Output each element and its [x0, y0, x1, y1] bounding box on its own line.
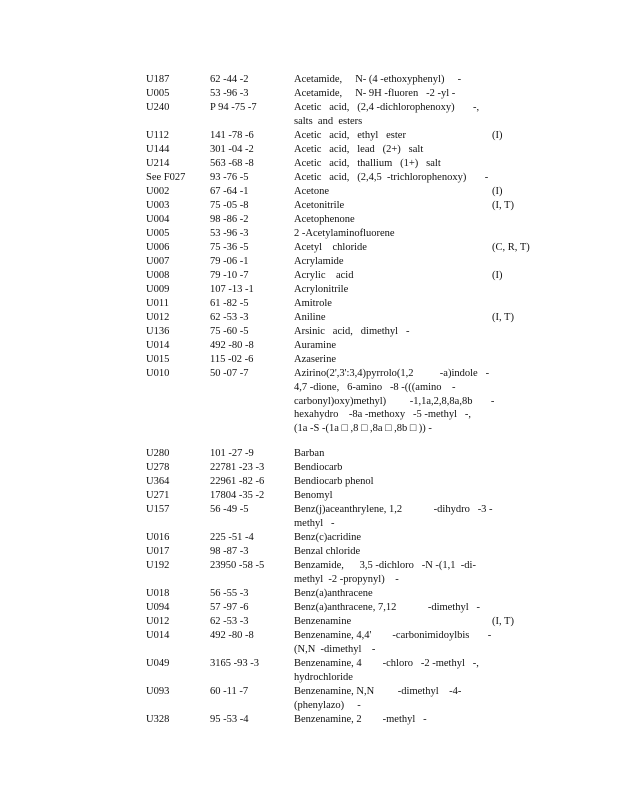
- cas-number: 23950 -58 -5: [210, 560, 265, 571]
- waste-code: U240: [146, 102, 170, 113]
- substance-name-line: Acetophenone: [294, 214, 355, 225]
- substance-name: [294, 73, 461, 87]
- substance-name: [294, 461, 342, 475]
- substance-name: [294, 447, 324, 461]
- table-row: [146, 587, 566, 601]
- substance-name-line: Acrylonitrile: [294, 284, 349, 295]
- waste-code: U278: [146, 462, 170, 473]
- substance-name-line: Azaserine: [294, 354, 336, 365]
- table-row: [146, 447, 566, 461]
- substance-name-line: 4,7 -dione, 6-amino -8 -(((amino -: [294, 381, 456, 393]
- table-row: [146, 461, 566, 475]
- substance-name-line: Benzenamine, 4 -chloro -2 -methyl -,: [294, 658, 479, 669]
- substance-name: [294, 311, 326, 325]
- substance-name-line: Acetic acid, (2,4,5 -trichlorophenoxy) -: [294, 172, 489, 183]
- waste-code: U009: [146, 284, 170, 295]
- substance-name: [294, 269, 353, 283]
- hazard-code: (I): [492, 130, 503, 141]
- hazard-code: (I, T): [492, 312, 514, 323]
- substance-name-line: Benzal chloride: [294, 546, 361, 557]
- substance-name-line: Benz(j)aceanthrylene, 1,2 -dihydro -3 -: [294, 504, 493, 515]
- substance-name-line: hydrochloride: [294, 671, 353, 683]
- substance-name-line: Bendiocarb phenol: [294, 476, 374, 487]
- substance-name: [294, 503, 493, 531]
- table-row: [146, 559, 566, 587]
- substance-name-line: Benz(a)anthracene: [294, 588, 373, 599]
- table-row: [146, 157, 566, 171]
- cas-number: 95 -53 -4: [210, 714, 249, 725]
- waste-code: U214: [146, 158, 170, 169]
- cas-number: 50 -07 -7: [210, 368, 249, 379]
- cas-number: 115 -02 -6: [210, 354, 254, 365]
- hazard-code: (I, T): [492, 200, 514, 211]
- substance-name: [294, 87, 455, 101]
- waste-code: U004: [146, 214, 170, 225]
- cas-number: 141 -78 -6: [210, 130, 254, 141]
- table-row: [146, 73, 566, 87]
- substance-name: [294, 489, 333, 503]
- substance-name-line: Acetamide, N- (4 -ethoxyphenyl) -: [294, 74, 462, 85]
- waste-code: U005: [146, 88, 170, 99]
- substance-name-line: Acrylic acid: [294, 270, 354, 281]
- substance-name-line: Acetic acid, thallium (1+) salt: [294, 158, 441, 169]
- substance-name-line: Barban: [294, 448, 325, 459]
- table-row: [146, 171, 566, 185]
- waste-code: U112: [146, 130, 169, 141]
- hazard-code: (C, R, T): [492, 242, 530, 253]
- substance-name-line: Amitrole: [294, 298, 332, 309]
- hazard-code: (I, T): [492, 616, 514, 627]
- substance-name: [294, 367, 494, 436]
- substance-name-line: Benzenamine, 2 -methyl -: [294, 714, 427, 725]
- waste-code: U014: [146, 340, 170, 351]
- cas-number: 492 -80 -8: [210, 630, 254, 641]
- substance-name-line: Benzenamine, 4,4' -carbonimidoylbis -: [294, 630, 492, 641]
- cas-number: 61 -82 -5: [210, 298, 249, 309]
- substance-name: [294, 531, 361, 545]
- hazard-code: (I): [492, 270, 503, 281]
- substance-name: [294, 629, 491, 657]
- substance-name-line: Benz(c)acridine: [294, 532, 362, 543]
- waste-code: U005: [146, 228, 170, 239]
- cas-number: 56 -49 -5: [210, 504, 249, 515]
- table-row: [146, 545, 566, 559]
- waste-code: U192: [146, 560, 170, 571]
- cas-number: 67 -64 -1: [210, 186, 249, 197]
- table-row: [146, 255, 566, 269]
- cas-number: 17804 -35 -2: [210, 490, 265, 501]
- table-row: [146, 185, 566, 199]
- waste-code: U271: [146, 490, 170, 501]
- substance-name-line: hexahydro -8a -methoxy -5 -methyl -,: [294, 409, 471, 421]
- substance-name: [294, 685, 461, 713]
- substance-name-line: Acrylamide: [294, 256, 344, 267]
- table-row: [146, 367, 566, 447]
- substance-name-line: Benzenamine, N,N -dimethyl -4-: [294, 686, 462, 697]
- substance-name: [294, 185, 329, 199]
- substance-name: [294, 325, 409, 339]
- table-row: [146, 143, 566, 157]
- waste-code: U012: [146, 312, 170, 323]
- substance-name: [294, 171, 488, 185]
- waste-code: See F027: [146, 172, 186, 183]
- cas-number: 22961 -82 -6: [210, 476, 265, 487]
- table-row: [146, 87, 566, 101]
- cas-number: 93 -76 -5: [210, 172, 249, 183]
- waste-code: U018: [146, 588, 170, 599]
- table-row: [146, 615, 566, 629]
- waste-code: U002: [146, 186, 170, 197]
- substance-name: [294, 213, 355, 227]
- hazard-code: (I): [492, 186, 503, 197]
- waste-code: U014: [146, 630, 170, 641]
- substance-name: [294, 157, 441, 171]
- substance-name-line: salts and esters: [294, 115, 363, 127]
- table-row: [146, 283, 566, 297]
- substance-name-line: (phenylazo) -: [294, 699, 361, 711]
- substance-name-line: 2 -Acetylaminofluorene: [294, 228, 395, 239]
- substance-name: [294, 587, 373, 601]
- waste-code: U094: [146, 602, 170, 613]
- table-row: [146, 199, 566, 213]
- table-row: [146, 475, 566, 489]
- cas-number: 3165 -93 -3: [210, 658, 259, 669]
- substance-name-line: (1a -S -(1a □ ,8 □ ,8a □ ,8b □ )) -: [294, 423, 432, 435]
- substance-name: [294, 475, 374, 489]
- table-row: [146, 269, 566, 283]
- cas-number: 79 -06 -1: [210, 256, 249, 267]
- table-row: [146, 297, 566, 311]
- cas-number: 22781 -23 -3: [210, 462, 265, 473]
- substance-name-line: Azirino(2',3':3,4)pyrrolo(1,2 -a)indole -: [294, 368, 490, 379]
- substance-name-line: Benz(a)anthracene, 7,12 -dimethyl -: [294, 602, 481, 613]
- hazardous-waste-table: [146, 73, 566, 727]
- cas-number: 101 -27 -9: [210, 448, 254, 459]
- cas-number: 98 -87 -3: [210, 546, 249, 557]
- waste-code: U049: [146, 658, 170, 669]
- cas-number: 107 -13 -1: [210, 284, 254, 295]
- substance-name: [294, 101, 479, 129]
- waste-code: U093: [146, 686, 170, 697]
- waste-code: U187: [146, 74, 170, 85]
- waste-code: U136: [146, 326, 170, 337]
- table-row: [146, 503, 566, 531]
- waste-code: U280: [146, 448, 170, 459]
- substance-name-line: methyl -: [294, 517, 335, 529]
- table-row: [146, 657, 566, 685]
- substance-name: [294, 227, 395, 241]
- waste-code: U010: [146, 368, 170, 379]
- table-row: [146, 241, 566, 255]
- substance-name: [294, 339, 336, 353]
- cas-number: 225 -51 -4: [210, 532, 254, 543]
- substance-name: [294, 559, 476, 587]
- substance-name: [294, 297, 332, 311]
- waste-code: U017: [146, 546, 170, 557]
- cas-number: 75 -60 -5: [210, 326, 249, 337]
- waste-code: U015: [146, 354, 170, 365]
- waste-code: U328: [146, 714, 170, 725]
- table-row: [146, 685, 566, 713]
- cas-number: 53 -96 -3: [210, 228, 249, 239]
- substance-name: [294, 143, 423, 157]
- cas-number: P 94 -75 -7: [210, 102, 257, 113]
- table-row: [146, 311, 566, 325]
- substance-name-line: Aniline: [294, 312, 326, 323]
- waste-code: U011: [146, 298, 169, 309]
- table-row: [146, 531, 566, 545]
- substance-name-line: Bendiocarb: [294, 462, 343, 473]
- substance-name: [294, 713, 427, 727]
- table-row: [146, 227, 566, 241]
- cas-number: 53 -96 -3: [210, 88, 249, 99]
- cas-number: 75 -36 -5: [210, 242, 249, 253]
- substance-name: [294, 283, 348, 297]
- substance-name-line: Benzamide, 3,5 -dichloro -N -(1,1 -di-: [294, 560, 476, 571]
- waste-code: U016: [146, 532, 170, 543]
- cas-number: 563 -68 -8: [210, 158, 254, 169]
- table-row: [146, 601, 566, 615]
- waste-code: U008: [146, 270, 170, 281]
- table-row: [146, 129, 566, 143]
- table-row: [146, 713, 566, 727]
- table-row: [146, 325, 566, 339]
- cas-number: 57 -97 -6: [210, 602, 249, 613]
- substance-name-line: Acetone: [294, 186, 329, 197]
- waste-code: U012: [146, 616, 170, 627]
- substance-name: [294, 615, 351, 629]
- substance-name: [294, 255, 344, 269]
- substance-name-line: Acetyl chloride: [294, 242, 367, 253]
- substance-name-line: Acetic acid, ethyl ester: [294, 130, 406, 141]
- substance-name-line: Acetic acid, (2,4 -dichlorophenoxy) -,: [294, 102, 480, 113]
- substance-name: [294, 601, 480, 615]
- waste-code: U007: [146, 256, 170, 267]
- substance-name-line: Auramine: [294, 340, 336, 351]
- cas-number: 56 -55 -3: [210, 588, 249, 599]
- table-row: [146, 101, 566, 129]
- table-row: [146, 339, 566, 353]
- substance-name: [294, 353, 336, 367]
- waste-code: U157: [146, 504, 170, 515]
- waste-code: U144: [146, 144, 170, 155]
- table-row: [146, 213, 566, 227]
- substance-name-line: (N,N -dimethyl -: [294, 643, 376, 655]
- cas-number: 60 -11 -7: [210, 686, 249, 697]
- cas-number: 62 -53 -3: [210, 312, 249, 323]
- substance-name-line: Acetamide, N- 9H -fluoren -2 -yl -: [294, 88, 456, 99]
- table-row: [146, 629, 566, 657]
- substance-name-line: Acetonitrile: [294, 200, 345, 211]
- cas-number: 492 -80 -8: [210, 340, 254, 351]
- substance-name: [294, 545, 360, 559]
- substance-name-line: carbonyl)oxy)methyl) -1,1a,2,8,8a,8b -: [294, 395, 495, 407]
- substance-name-line: methyl -2 -propynyl) -: [294, 573, 399, 585]
- substance-name: [294, 657, 479, 685]
- cas-number: 62 -53 -3: [210, 616, 249, 627]
- substance-name-line: Benzenamine: [294, 616, 352, 627]
- cas-number: 79 -10 -7: [210, 270, 249, 281]
- waste-code: U003: [146, 200, 170, 211]
- table-row: [146, 489, 566, 503]
- substance-name: [294, 129, 406, 143]
- cas-number: 62 -44 -2: [210, 74, 249, 85]
- cas-number: 98 -86 -2: [210, 214, 249, 225]
- substance-name: [294, 241, 367, 255]
- substance-name: [294, 199, 344, 213]
- waste-code: U364: [146, 476, 170, 487]
- substance-name-line: Benomyl: [294, 490, 333, 501]
- substance-name-line: Acetic acid, lead (2+) salt: [294, 144, 424, 155]
- table-row: [146, 353, 566, 367]
- substance-name-line: Arsinic acid, dimethyl -: [294, 326, 410, 337]
- cas-number: 301 -04 -2: [210, 144, 254, 155]
- cas-number: 75 -05 -8: [210, 200, 249, 211]
- waste-code: U006: [146, 242, 170, 253]
